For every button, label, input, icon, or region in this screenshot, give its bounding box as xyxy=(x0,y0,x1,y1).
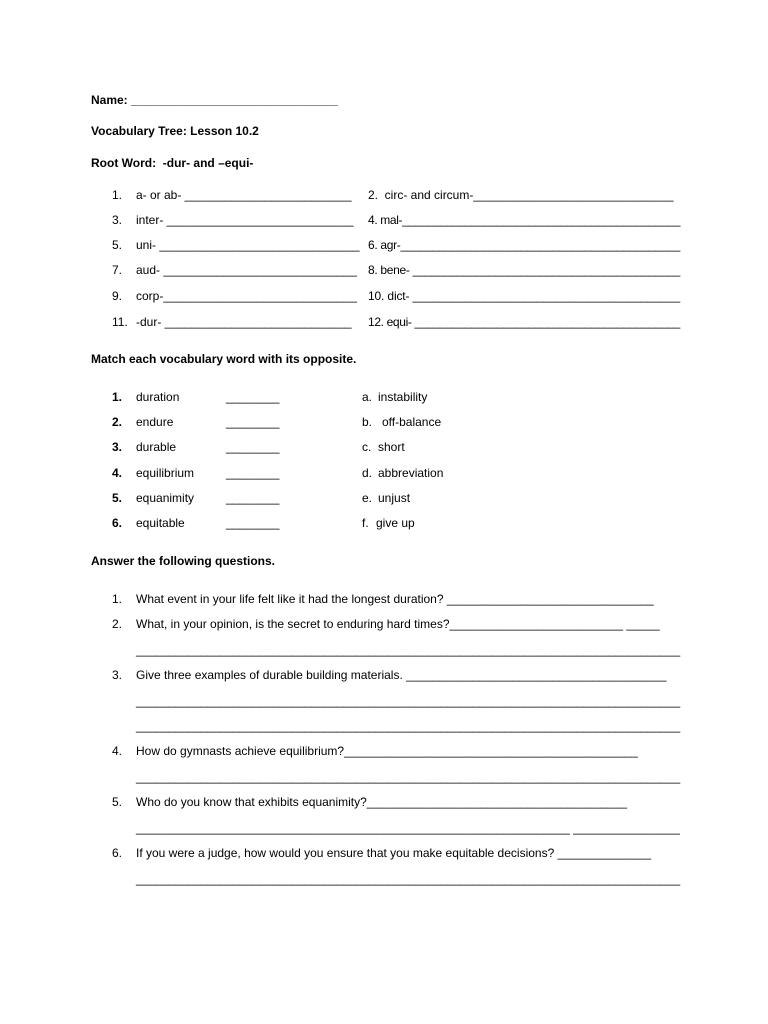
match-word: durable xyxy=(136,440,177,454)
question-6[interactable]: If you were a judge, how would you ensure that you make equitable decisions? ______________ xyxy=(136,846,652,860)
answer-line[interactable]: _________________________________________________________________ ________________ xyxy=(136,821,680,835)
match-word: equitable xyxy=(136,516,185,530)
match-word-num: 2. xyxy=(112,415,123,429)
opposite-word: off-balance xyxy=(382,415,442,429)
answer-line[interactable]: ____________________________________________________________________________________ xyxy=(136,770,680,784)
question-1[interactable]: What event in your life felt like it had the longest duration? _______________________________ xyxy=(136,592,654,606)
answer-line[interactable]: ____________________________________________________________________________________ xyxy=(136,643,680,657)
match-word: duration xyxy=(136,390,180,404)
root-item-dict[interactable]: 10. dict- _________________________________________ xyxy=(368,289,680,303)
match-blank[interactable]: ________ xyxy=(226,491,280,505)
match-word-num: 3. xyxy=(112,440,123,454)
root-item-uni[interactable]: uni- ______________________________ xyxy=(136,238,360,252)
match-instruction: Match each vocabulary word with its opposite. xyxy=(91,352,357,366)
match-word: endure xyxy=(136,415,174,429)
root-word-heading: Root Word: -dur- and –equi- xyxy=(91,156,254,170)
opposite-letter: a. xyxy=(362,390,373,404)
question-num: 3. xyxy=(112,668,123,682)
match-word-num: 4. xyxy=(112,466,123,480)
opposite-word: instability xyxy=(378,390,428,404)
question-num: 2. xyxy=(112,617,123,631)
match-word-num: 1. xyxy=(112,390,123,404)
match-word: equilibrium xyxy=(136,466,195,480)
match-word-num: 5. xyxy=(112,491,123,505)
root-item-dur[interactable]: -dur- ____________________________ xyxy=(136,315,352,329)
match-blank[interactable]: ________ xyxy=(226,415,280,429)
question-num: 4. xyxy=(112,744,123,758)
match-blank[interactable]: ________ xyxy=(226,516,280,530)
root-item-corp[interactable]: corp-_____________________________ xyxy=(136,289,357,303)
answer-line[interactable]: ____________________________________________________________________________________ xyxy=(136,872,680,886)
question-num: 1. xyxy=(112,592,123,606)
question-5[interactable]: Who do you know that exhibits equanimity?_______________________________________ xyxy=(136,795,628,809)
root-item-num: 11. xyxy=(112,315,128,329)
root-item-num: 7. xyxy=(112,263,123,277)
opposite-letter: c. xyxy=(362,440,372,454)
root-item-num: 3. xyxy=(112,213,123,227)
root-item-equi[interactable]: 12. equi- __________________________________________ xyxy=(368,315,680,329)
worksheet-title: Vocabulary Tree: Lesson 10.2 xyxy=(91,124,259,138)
questions-instruction: Answer the following questions. xyxy=(91,554,276,568)
root-item-bene[interactable]: 8. bene- __________________________________________ xyxy=(368,263,681,277)
root-item-num: 5. xyxy=(112,238,123,252)
match-blank[interactable]: ________ xyxy=(226,440,280,454)
opposite-word: abbreviation xyxy=(378,466,444,480)
opposite-letter: f. xyxy=(362,516,369,530)
answer-line[interactable]: ____________________________________________________________________________________ xyxy=(136,694,680,708)
opposite-word: unjust xyxy=(378,491,411,505)
opposite-letter: e. xyxy=(362,491,373,505)
root-item-ab[interactable]: a- or ab- _________________________ xyxy=(136,188,352,202)
question-3[interactable]: Give three examples of durable building materials. _______________________________________ xyxy=(136,668,667,682)
match-word-num: 6. xyxy=(112,516,123,530)
question-2[interactable]: What, in your opinion, is the secret to enduring hard times?__________________________ _____ xyxy=(136,617,660,631)
root-item-agr[interactable]: 6. agr-____________________________________________ xyxy=(368,238,681,252)
match-word: equanimity xyxy=(136,491,195,505)
match-blank[interactable]: ________ xyxy=(226,466,280,480)
root-item-num: 1. xyxy=(112,188,123,202)
opposite-letter: b. xyxy=(362,415,373,429)
match-blank[interactable]: ________ xyxy=(226,390,280,404)
question-num: 5. xyxy=(112,795,123,809)
opposite-letter: d. xyxy=(362,466,373,480)
root-item-inter[interactable]: inter- ____________________________ xyxy=(136,213,354,227)
question-num: 6. xyxy=(112,846,123,860)
opposite-word: give up xyxy=(376,516,415,530)
root-item-num: 9. xyxy=(112,289,123,303)
opposite-word: short xyxy=(378,440,405,454)
root-item-circ[interactable]: 2. circ- and circum-______________________________ xyxy=(368,188,674,202)
name-line[interactable]: Name: _______________________________ xyxy=(91,93,338,107)
root-item-mal[interactable]: 4. mal-____________________________________________ xyxy=(368,213,681,227)
root-item-aud[interactable]: aud- _____________________________ xyxy=(136,263,357,277)
answer-line[interactable]: ____________________________________________________________________________________ xyxy=(136,719,680,733)
question-4[interactable]: How do gymnasts achieve equilibrium?____________________________________________ xyxy=(136,744,638,758)
